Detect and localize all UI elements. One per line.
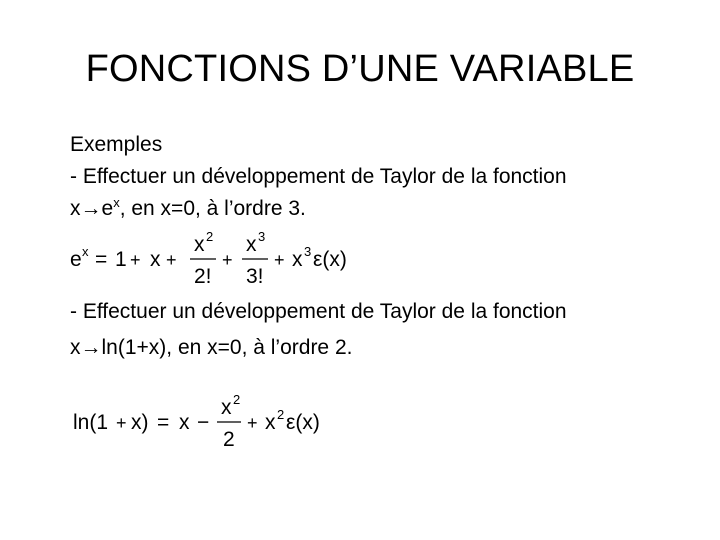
formula2-x1: x xyxy=(179,411,190,434)
example1-line2-sup: x xyxy=(113,195,120,210)
formula1-frac2-num-sup: 3 xyxy=(258,229,266,244)
formula2-frac-den: 2 xyxy=(223,428,235,451)
formula1-tail-base: x xyxy=(292,248,303,271)
formula2-frac-num-base: x xyxy=(221,396,232,419)
examples-heading: Exemples xyxy=(70,133,163,156)
formula1-plus4: + xyxy=(274,250,285,270)
formula1-frac1-num-sup: 2 xyxy=(206,229,214,244)
formula2-tail-rest: ε(x) xyxy=(286,411,320,434)
formula1-frac2-num-base: x xyxy=(246,233,257,256)
taylor-formula-exp xyxy=(70,228,370,292)
formula1-frac2-den: 3! xyxy=(246,265,264,288)
example1-line2-pre: x→e xyxy=(70,197,114,220)
example2-line2: x→ln(1+x), en x=0, à l’ordre 2. xyxy=(70,336,353,359)
taylor-formula-ln xyxy=(73,390,353,454)
formula2-lhs-plus: + xyxy=(116,413,127,433)
formula1-x1: x xyxy=(150,248,161,271)
formula2-plus: + xyxy=(247,413,258,433)
slide-title: FONCTIONS D’UNE VARIABLE xyxy=(85,48,635,90)
formula1-one: 1 xyxy=(115,248,127,271)
formula2-frac-num-sup: 2 xyxy=(233,392,241,407)
example2-line1: - Effectuer un développement de Taylor de la fonction xyxy=(70,300,567,323)
formula1-tail-sup: 3 xyxy=(304,244,312,259)
formula2-tail-sup: 2 xyxy=(277,407,285,422)
formula1-plus2: + xyxy=(166,250,177,270)
formula1-frac1-den: 2! xyxy=(194,265,212,288)
formula1-plus1: + xyxy=(130,250,141,270)
formula1-lhs-base: e xyxy=(70,248,82,271)
formula2-lhs-a: ln(1 xyxy=(73,411,109,434)
formula2-minus: − xyxy=(197,411,210,434)
formula1-lhs-sup: x xyxy=(82,244,89,259)
example1-line2-post: , en x=0, à l’ordre 3. xyxy=(119,197,306,220)
formula1-eq: = xyxy=(95,248,108,271)
formula2-eq: = xyxy=(157,411,170,434)
formula1-tail-rest: ε(x) xyxy=(313,248,347,271)
example1-line2 xyxy=(70,194,690,224)
formula2-lhs-b: x) xyxy=(131,411,149,434)
example1-line1: - Effectuer un développement de Taylor de la fonction xyxy=(70,165,567,188)
formula1-frac1-num-base: x xyxy=(194,233,205,256)
formula1-plus3: + xyxy=(222,250,233,270)
formula2-tail-base: x xyxy=(265,411,276,434)
